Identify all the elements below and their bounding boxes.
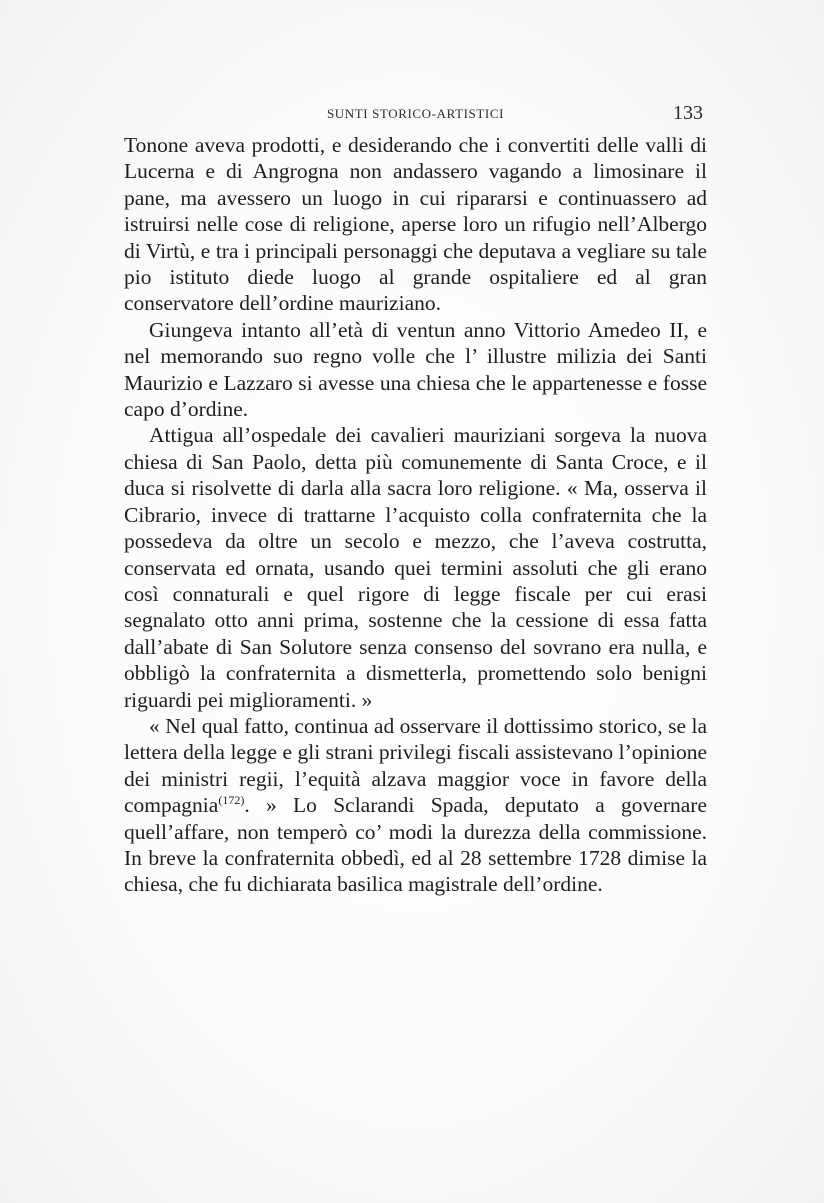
paragraph-1: Tonone aveva prodotti, e desiderando che i convertiti delle valli di Lucerna e di Angrogna non andassero vagando a limosinare il pane, ma avessero un luogo in cui ripararsi e continuassero ad istruirsi nelle cose di religione, aperse loro un rifugio nell’Albergo di Virtù, e tra i principali personaggi che deputava a vegliare su tale pio istituto diede luogo al grande ospitaliere ed al gran conservatore dell’ordine mauriziano. (124, 133, 707, 316)
body-text (124, 132, 707, 898)
running-head (124, 102, 707, 126)
running-head-title: SUNTI STORICO-ARTISTICI (326, 106, 505, 121)
footnote-reference: (172) (218, 793, 245, 807)
paragraph-4-text-a: « Nel qual fatto, continua ad osservare il dottissimo storico, se la lettera della legge e gli strani privilegi fiscali assistevano l’opinione dei ministri regii, l’equità alzava maggior voce in favore della compagnia (124, 713, 707, 818)
paragraph-3: Attigua all’ospedale dei cavalieri mauriziani sorgeva la nuova chiesa di San Paolo, detta più comunemente di Santa Croce, e il duca si risolvette di darla alla sacra loro religione. « Ma, osserva il Cibrario, invece di trattarne l’acquisto colla confraternita che la possedeva da oltre un secolo e mezzo, che l’aveva costrutta, conservata ed ornata, usando quei termini assoluti che gli erano così connaturali e quel rigore di legge fiscale per cui erasi segnalato otto anni prima, sostenne che la cessione di essa fatta dall’abate di San Solutore senza consenso del sovrano era nulla, e obbligò la confraternita a dismetterla, promettendo solo benigni riguardi pei miglioramenti. » (124, 423, 707, 712)
paragraph-4 (124, 713, 707, 898)
paragraph-2: Giungeva intanto all’età di ventun anno Vittorio Amedeo II, e nel memorando suo regno volle che l’ illustre milizia dei Santi Maurizio e Lazzaro si avesse una chiesa che le appartenesse e fosse capo d’ordine. (124, 317, 707, 422)
page-number: 133 (673, 102, 703, 124)
paragraph-4-text-b: . » Lo Sclarandi Spada, deputato a governare quell’affare, non temperò co’ modi la durezza della commissione. In breve la confraternita obbedì, ed al (124, 793, 707, 870)
date-day: 28 (460, 845, 482, 870)
paragraph-4-text-d: dimise la chiesa, che fu dichiarata basilica magistrale dell’ordine. (124, 845, 707, 897)
date-year: 1728 (578, 845, 622, 870)
paragraph-4-text-c: settembre (481, 845, 579, 870)
